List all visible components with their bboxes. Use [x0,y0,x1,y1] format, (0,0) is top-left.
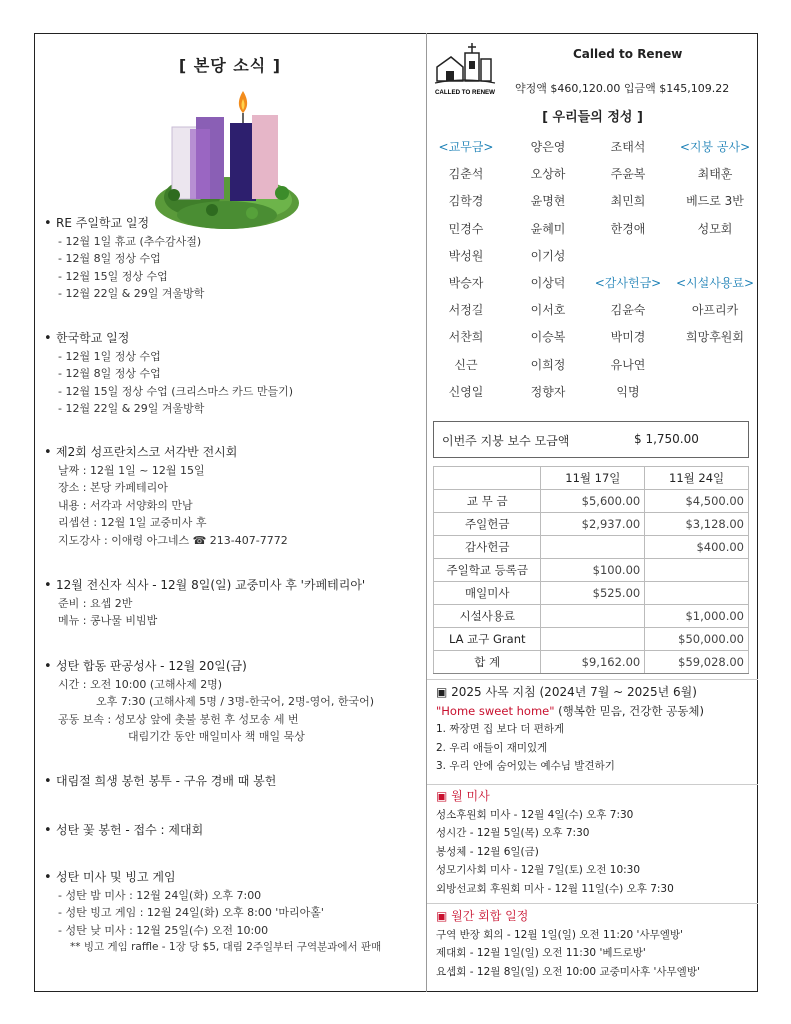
cell-value: $525.00 [541,582,645,605]
donor-name: 조태석 [610,140,646,154]
line: 내용 : 서각과 서양화의 만남 [58,498,193,512]
row-label: LA 교구 Grant [434,628,541,651]
cell-value [645,582,749,605]
section-title: • 성탄 합동 판공성사 - 12월 20일(금) [44,658,424,676]
list-item: 제대회 - 12월 1일(일) 오전 11:30 '베드로방' [436,947,646,959]
list-item: 2. 우리 애들이 재미있게 [436,741,548,754]
donor-name: 한경애 [610,221,646,236]
donor-name: 신근 [454,357,478,372]
line: 메뉴 : 콩나물 비빔밥 [58,614,158,627]
list-item: 성소후원회 미사 - 12월 4일(수) 오후 7:30 [436,808,634,821]
donor-name: 이희정 [530,357,566,372]
line: - 12월 8일 정상 수업 [58,367,161,380]
donor-name: 최민희 [610,194,646,209]
cell-value: $9,162.00 [541,651,645,674]
section-divider [427,903,758,904]
line: 날짜 : 12월 1일 ~ 12월 15일 [58,463,205,477]
line: 장소 : 본당 카페테리아 [58,481,168,494]
line: 지도강사 : 이애령 아그네스 ☎ 213-407-7772 [58,533,288,547]
monthly-masses [427,787,758,898]
donor-name: 성모회 [697,221,733,236]
list-item: 봉성체 - 12월 6일(금) [436,845,539,858]
line: 오후 7:30 (고해사제 5명 / 3명-한국어, 2명-영어, 한국어) [96,695,375,708]
list-item: 구역 반장 회의 - 12월 1일(일) 오전 11:20 '사무엘방' [436,928,683,941]
cell-value: $4,500.00 [645,490,749,513]
section-divider [427,679,758,680]
section-re-school [44,215,424,303]
line: 준비 : 요셉 2반 [58,596,133,610]
donor-name: 이상덕 [530,276,566,290]
motto-highlight: "Home sweet home" [436,703,555,718]
section-divider [427,784,758,785]
cell-value [541,536,645,559]
line: - 12월 8일 정상 수업 [58,252,161,265]
section-title: • 제2회 성프란치스코 서각반 전시회 [44,444,424,462]
roof-fund-box [433,421,749,458]
line: - 성탄 낮 미사 : 12월 25일(수) 오전 10:00 [58,923,269,937]
donor-category: <지붕 공사> [679,140,751,154]
donor-name: 이기성 [530,248,566,263]
pastoral-guidelines [427,683,758,776]
table-row [434,628,749,651]
called-to-renew-logo [433,41,497,97]
donor-name: 주윤복 [610,167,646,182]
cell-value: $100.00 [541,559,645,582]
donor-name: 윤혜미 [530,221,566,236]
section-title: • 성탄 꽃 봉헌 - 접수 : 제대회 [44,822,424,840]
row-label: 시설사용료 [434,605,541,628]
page-title: [ 본당 소식 ] [178,56,282,75]
row-label: 주일학교 등록금 [434,559,541,582]
line: 대림기간 동안 매일미사 책 매일 묵상 [128,730,305,743]
line: - 12월 15일 정상 수업 (크리스마스 카드 만들기) [58,384,294,398]
donor-category: <시설사용료> [675,276,755,290]
donor-name: 아프리카 [691,303,739,318]
donor-name: 박성원 [448,248,484,263]
section-korean-school [44,330,424,418]
cell-value [541,605,645,628]
table-row [434,513,749,536]
donor-name: 이서호 [530,303,566,318]
motto-rest: (행복한 믿음, 건강한 공동체) [554,703,704,718]
section-title: • RE 주일학교 일정 [44,215,424,233]
row-label: 교 무 금 [434,490,541,513]
donor-name: 윤명현 [530,194,566,209]
line: 시간 : 오전 10:00 (고해사제 2명) [58,677,223,691]
cell-value [645,559,749,582]
list-item: 1. 짜장면 집 보다 더 편하게 [436,723,565,735]
section-christmas-flowers [44,822,424,840]
cell-value: $400.00 [645,536,749,559]
line: - 12월 22일 & 29일 겨울방학 [58,402,205,415]
roof-fund-label: 이번주 지붕 보수 모금액 [442,434,570,448]
donor-name: 정향자 [530,384,566,399]
donor-name: 박미경 [610,330,646,345]
cell-value [541,628,645,651]
line: - 성탄 밤 미사 : 12월 24일(화) 오후 7:00 [58,888,262,902]
donor-name: 베드로 3반 [686,194,744,209]
roof-fund-amount: $ 1,750.00 [634,432,699,446]
header-cell [434,467,541,490]
donor-name: 서찬희 [448,330,484,345]
table-row [434,605,749,628]
campaign-title: Called to Renew [573,47,683,61]
advent-candles-illustration [152,85,302,235]
logo-text: CALLED TO RENEW [434,89,496,96]
table-row [434,490,749,513]
list-item: 요셉회 - 12월 8일(일) 오전 10:00 교중미사후 '사무엘방' [436,965,700,978]
donor-name: 익명 [616,384,640,399]
cell-value: $1,000.00 [645,605,749,628]
row-label: 매일미사 [434,582,541,605]
donor-name: 신영일 [448,384,484,399]
list-item: 3. 우리 안에 숨어있는 예수님 발견하기 [436,760,615,772]
line: ** 빙고 게임 raffle - 1장 당 $5, 대림 2주일부터 구역분과에서 판매 [70,941,382,953]
row-label: 감사헌금 [434,536,541,559]
line: - 12월 15일 정상 수업 [58,269,168,283]
donor-name: 박승자 [448,276,484,290]
donor-name: 민경수 [448,221,484,236]
donor-name: 김춘석 [448,167,484,182]
cell-value: $50,000.00 [645,628,749,651]
cell-value: $3,128.00 [645,513,749,536]
masses-title: ▣ 월 미사 [436,789,490,803]
offering-title: [ 우리들의 정성 ] [542,110,643,125]
list-item: 성시간 - 12월 5일(목) 오후 7:30 [436,827,590,839]
table-row [434,559,749,582]
section-christmas-mass [44,869,424,957]
donor-category: <교무금> [438,140,494,154]
line: - 12월 22일 & 29일 겨울방학 [58,287,205,300]
line: - 12월 1일 휴교 (추수감사절) [58,234,202,248]
section-title: • 12월 전신자 식사 - 12월 8일(일) 교중미사 후 '카페테리아' [44,577,424,595]
donor-name: 서정길 [448,303,484,318]
pledge-summary: 약정액 $460,120.00 입금액 $145,109.22 [515,82,730,95]
table-row [434,536,749,559]
donor-name: 최태훈 [697,167,733,182]
section-meal [44,577,424,630]
donor-name: 김학경 [448,194,484,209]
section-title: • 대림절 희생 봉헌 봉투 - 구유 경배 때 봉헌 [44,773,424,791]
finance-table [433,466,749,674]
pastoral-motto [436,702,758,721]
line: - 12월 1일 정상 수업 [58,349,161,363]
donor-name: 희망후원회 [686,330,744,345]
donor-name: 이승복 [530,330,566,345]
pastoral-title: ▣ 2025 사목 지침 (2024년 7월 ~ 2025년 6월) [436,685,697,699]
row-label: 주일헌금 [434,513,541,536]
donor-category: <감사헌금> [594,276,662,290]
header-cell: 11월 17일 [541,467,645,490]
section-title: • 성탄 미사 및 빙고 게임 [44,869,424,887]
section-confession [44,658,424,746]
donor-name: 김윤숙 [610,303,646,318]
table-total-row [434,651,749,674]
cell-value: $59,028.00 [645,651,749,674]
line: - 성탄 빙고 게임 : 12월 24일(화) 오후 8:00 '마리아홀' [58,906,324,919]
section-advent-envelope [44,773,424,791]
right-column [427,33,758,992]
cell-value: $2,937.00 [541,513,645,536]
table-row [434,582,749,605]
meetings-title: ▣ 월간 회합 일정 [436,909,529,923]
cell-value: $5,600.00 [541,490,645,513]
donor-name: 오상하 [530,167,566,182]
monthly-meetings [427,907,758,981]
line: 공동 보속 : 성모상 앞에 촛불 봉헌 후 성모송 세 번 [58,712,299,726]
list-item: 성모기사회 미사 - 12월 7일(토) 오전 10:30 [436,864,641,876]
line: 리셉션 : 12월 1일 교중미사 후 [58,516,207,529]
table-header-row [434,467,749,490]
donor-name: 양은영 [530,140,566,154]
section-title: • 한국학교 일정 [44,330,424,348]
header-cell: 11월 24일 [645,467,749,490]
row-label: 합 계 [434,651,541,674]
left-column [34,33,426,992]
section-exhibition [44,444,424,549]
list-item: 외방선교회 후원회 미사 - 12월 11일(수) 오후 7:30 [436,882,674,895]
donor-name: 유나연 [610,357,646,372]
